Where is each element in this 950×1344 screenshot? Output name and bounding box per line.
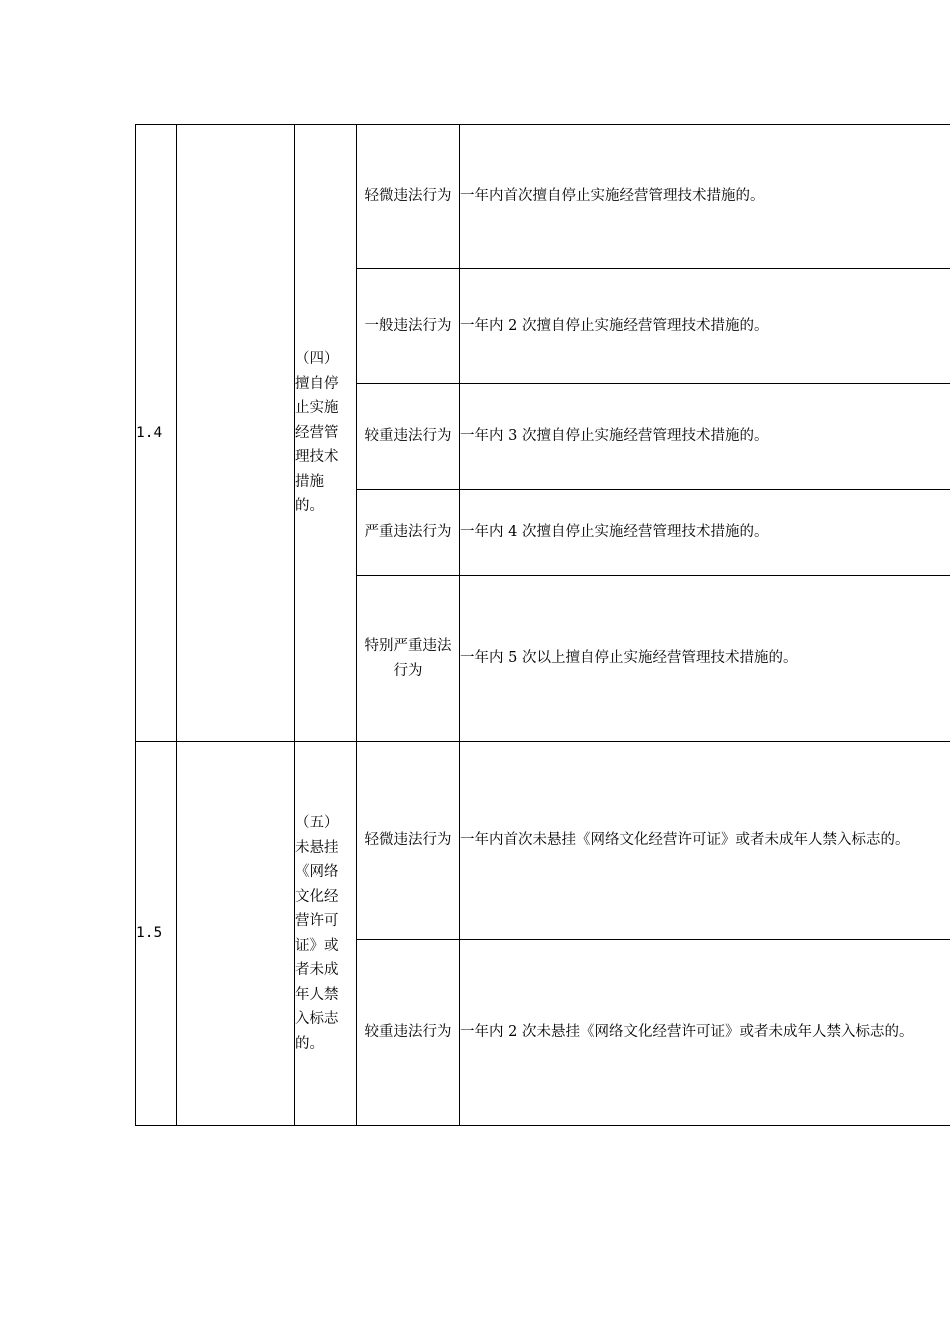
violation-description: 一年内 4 次擅自停止实施经营管理技术措施的。 [460,490,950,576]
row-number: 1.5 [136,742,177,1126]
violation-level: 严重违法行为 [357,490,460,576]
violation-level: 较重违法行为 [357,384,460,490]
violation-level: 轻微违法行为 [357,125,460,269]
violation-item-text: （五）未悬挂《网络文化经营许可证》或者未成年人禁入标志的。 [295,815,339,1052]
violation-item-cell [295,742,357,1126]
violation-description: 一年内 3 次擅自停止实施经营管理技术措施的。 [460,384,950,490]
violation-level: 特别严重违法行为 [357,576,460,742]
violation-description: 一年内首次未悬挂《网络文化经营许可证》或者未成年人禁入标志的。 [460,742,950,940]
violation-item-cell [295,125,357,742]
blank-cell [177,742,295,1126]
table-row [136,742,950,940]
violation-description: 一年内 5 次以上擅自停止实施经营管理技术措施的。 [460,576,950,742]
table-row [136,125,950,269]
violation-level: 较重违法行为 [357,940,460,1126]
violation-description: 一年内 2 次未悬挂《网络文化经营许可证》或者未成年人禁入标志的。 [460,940,950,1126]
row-number: 1.4 [136,125,177,742]
violation-description: 一年内首次擅自停止实施经营管理技术措施的。 [460,125,950,269]
violation-description: 一年内 2 次擅自停止实施经营管理技术措施的。 [460,269,950,384]
violation-level: 轻微违法行为 [357,742,460,940]
blank-cell [177,125,295,742]
penalty-standard-table [135,124,950,1126]
violation-item-text: （四）擅自停止实施经营管理技术措施的。 [295,351,339,515]
violation-level: 一般违法行为 [357,269,460,384]
